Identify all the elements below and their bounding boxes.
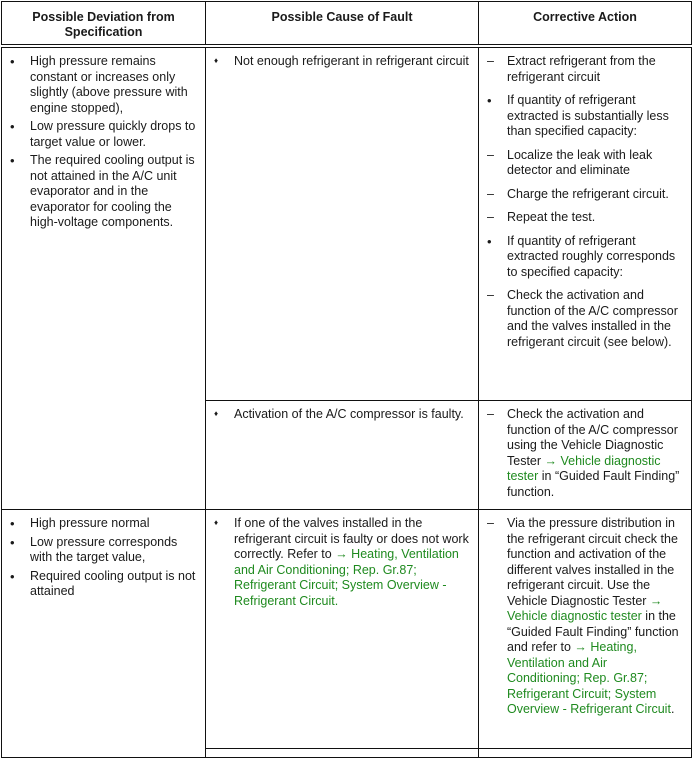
- list-item: ♦ Not enough refrigerant in refrigerant circuit: [212, 54, 470, 70]
- list-item: • Low pressure corresponds with the target value,: [8, 535, 197, 566]
- header-action: Corrective Action: [479, 2, 692, 47]
- dash-icon: [487, 288, 501, 304]
- vehicle-diagnostic-tester-link[interactable]: → Vehicle diagnostic tester: [507, 593, 663, 623]
- list-item: • The required cooling output is not attained in the A/C unit evaporator and in the evaporator for cooling the high-voltage components.: [8, 153, 197, 231]
- dash-icon: [487, 187, 501, 203]
- list-item: • Low pressure quickly drops to target value or lower.: [8, 119, 197, 150]
- deviation-cell: [2, 46, 206, 510]
- action-list: [485, 54, 683, 350]
- list-item: ♦ If one of the valves installed in the refrigerant circuit is faulty or does not work correctly. Refer to → Heating, Ventilation and Air Conditioning; Rep. Gr.87; Refrigerant Circuit; System Overview - Refrigerant Circuit.: [212, 516, 470, 609]
- dash-icon: [487, 148, 501, 164]
- list-item: – Localize the leak with leak detector and eliminate: [485, 148, 683, 179]
- cause-cell: [206, 46, 479, 401]
- dash-icon: [487, 516, 501, 532]
- deviation-list: [8, 54, 197, 231]
- list-item: – Check the activation and function of the A/C compressor and the valves installed in the refrigerant circuit (see below).: [485, 288, 683, 350]
- table-row: [2, 46, 692, 401]
- list-item: • High pressure normal: [8, 516, 197, 532]
- deviation-cell: [2, 510, 206, 758]
- deviation-list: [8, 516, 197, 600]
- bullet-icon: [10, 516, 24, 533]
- list-item: • Required cooling output is not attained: [8, 569, 197, 600]
- bullet-icon: [487, 234, 501, 251]
- header-row: [2, 2, 692, 47]
- header-cause: Possible Cause of Fault: [206, 2, 479, 47]
- cause-cell: [206, 401, 479, 510]
- dash-icon: [487, 54, 501, 70]
- list-item: • High pressure remains constant or increases only slightly (above pressure with engine stopped),: [8, 54, 197, 116]
- diamond-bullet-icon: [214, 54, 228, 71]
- bullet-icon: [487, 93, 501, 110]
- action-cell: [479, 401, 692, 510]
- hvac-refrigerant-circuit-link[interactable]: → Heating, Ventilation and Air Conditioning; Rep. Gr.87; Refrigerant Circuit; System Overview - Refrigerant Circuit: [234, 547, 459, 608]
- header-deviation: Possible Deviation from Specification: [2, 2, 206, 47]
- list-item: – Charge the refrigerant circuit.: [485, 187, 683, 203]
- list-item: ♦ Activation of the A/C compressor is faulty.: [212, 407, 470, 423]
- diamond-bullet-icon: [214, 407, 228, 424]
- list-item: – Check the activation and function of the A/C compressor using the Vehicle Diagnostic Tester → Vehicle diagnostic tester in “Guided Fault Finding” function.: [485, 407, 683, 500]
- bullet-icon: [10, 153, 24, 170]
- vehicle-diagnostic-tester-link[interactable]: → Vehicle diagnostic tester: [507, 453, 661, 483]
- list-item: • If quantity of refrigerant extracted roughly corresponds to specified capacity:: [485, 234, 683, 281]
- bullet-icon: [10, 54, 24, 71]
- table-row: [2, 510, 692, 749]
- list-item: – Repeat the test.: [485, 210, 683, 226]
- action-cell: [479, 46, 692, 401]
- dash-icon: [487, 210, 501, 226]
- list-item: – Via the pressure distribution in the refrigerant circuit check the function and activation of the different valves installed in the refrigerant circuit. Use the Vehicle Diagnostic Tester → Vehicle diagnostic tester in the “Guided Fault Finding” function and refer to → Heating, Ventilation and Air Conditioning; Rep. Gr.87; Refrigerant Circuit; System Overview - Refrigerant Circuit.: [485, 516, 683, 718]
- action-cell: [479, 510, 692, 749]
- cause-cell: [206, 510, 479, 749]
- hvac-refrigerant-circuit-link[interactable]: → Heating, Ventilation and Air Conditioning; Rep. Gr.87; Refrigerant Circuit; System Overview - Refrigerant Circuit: [507, 640, 671, 716]
- dash-icon: [487, 407, 501, 423]
- bullet-icon: [10, 535, 24, 552]
- list-item: • If quantity of refrigerant extracted is substantially less than specified capacity:: [485, 93, 683, 140]
- bullet-icon: [10, 119, 24, 136]
- diamond-bullet-icon: [214, 516, 228, 533]
- bullet-icon: [10, 569, 24, 586]
- diagnostic-table: [1, 1, 692, 758]
- list-item: – Extract refrigerant from the refrigerant circuit: [485, 54, 683, 85]
